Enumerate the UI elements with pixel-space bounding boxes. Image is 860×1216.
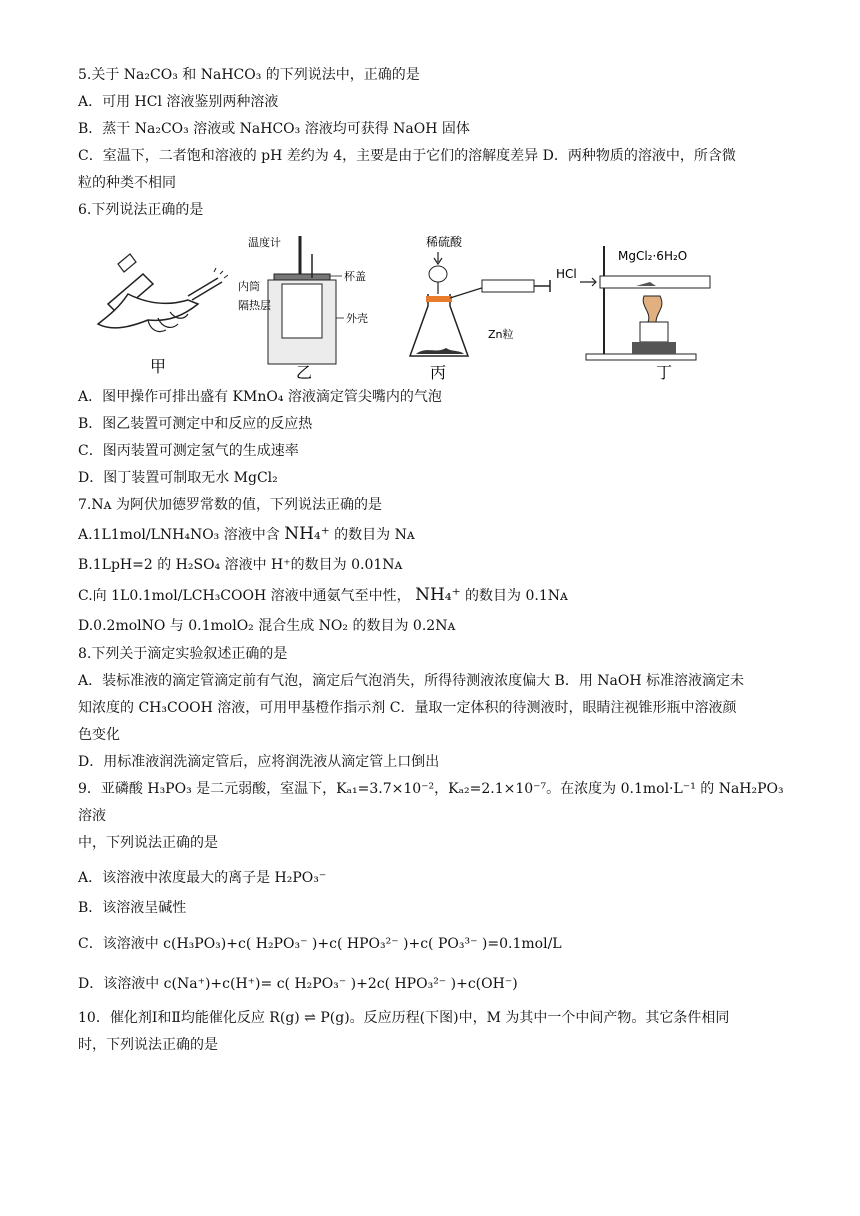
q6-option-d: D．图丁装置可制取无水 MgCl₂ [78,470,278,486]
yi-label-thermometer: 温度计 [248,236,281,249]
q9-stem-line2: 中，下列说法正确的是 [78,835,218,851]
q9-option-d: D．该溶液中 c(Na⁺)+c(H⁺)= c( H₂PO₃⁻ )+2c( HPO₃²⁻ )+c(OH⁻) [78,976,518,992]
yi-label-lid: 杯盖 [344,270,366,283]
q6-option-c: C．图丙装置可测定氢气的生成速率 [78,443,299,459]
q8-line3: 色变化 [78,727,120,743]
bing-label-dilute-acid: 稀硫酸 [426,235,463,249]
q6-figures [78,234,790,380]
q7-option-d: D.0.2molNO 与 0.1molO₂ 混合生成 NO₂ 的数目为 0.2Nᴀ [78,618,456,634]
figure-bing-caption: 丙 [430,363,447,380]
figure-jia-burette-hand [88,234,228,380]
q8-line1: A．装标准液的滴定管滴定前有气泡，滴定后气泡消失，所得待测液浓度偏大 B．用 NaOH 标准溶液滴定未 [78,673,745,689]
q5-option-c-line1: C．室温下，二者饱和溶液的 pH 差约为 4，主要是由于它们的溶解度差异 D．两种物质的溶液中，所含微 [78,148,736,164]
ding-label-hcl: HCl [556,267,577,281]
figure-jia-caption: 甲 [150,357,167,376]
q7-c-text: C.向 1L0.1mol/LCH₃COOH 溶液中通氨气至中性， [78,588,411,604]
q8-line2: 知浓度的 CH₃COOH 溶液，可用甲基橙作指示剂 C．量取一定体积的待测液时，眼睛注视锥形瓶中溶液颜 [78,700,737,716]
q9-stem-line1: 9．亚磷酸 H₃PO₃ 是二元弱酸，室温下，Kₐ₁=3.7×10⁻²，Kₐ₂=2.1×10⁻⁷。在浓度为 0.1mol·L⁻¹ 的 NaH₂PO₃ 溶液 [78,781,784,824]
q8-option-d: D．用标准液润洗滴定管后，应将润洗液从滴定管上口倒出 [78,754,440,770]
q5-option-b: B．蒸干 Na₂CO₃ 溶液或 NaHCO₃ 溶液均可获得 NaOH 固体 [78,121,470,137]
q7-option-b: B.1LpH=2 的 H₂SO₄ 溶液中 H⁺的数目为 0.01Nᴀ [78,557,403,573]
q8-stem: 8.下列关于滴定实验叙述正确的是 [78,646,288,662]
q5-option-c-line2: 粒的种类不相同 [78,175,176,191]
ammonium-formula: NH₄⁺ [415,585,461,605]
q9-option-a: A．该溶液中浓度最大的离子是 H₂PO₃⁻ [78,870,327,886]
q7-c-tail: 的数目为 0.1Nᴀ [465,588,568,604]
yi-label-shell: 外壳 [346,312,368,325]
figure-ding-caption: 丁 [656,363,673,380]
ammonium-formula: NH₄⁺ [284,524,330,544]
q9-option-b: B．该溶液呈碱性 [78,900,187,916]
q6-option-a: A．图甲操作可排出盛有 KMnO₄ 溶液滴定管尖嘴内的气泡 [78,389,442,405]
q7-a-text: A.1L1mol/LNH₄NO₃ 溶液中含 [78,527,280,543]
figure-yi-calorimeter [238,234,388,380]
ding-label-mgcl2: MgCl₂·6H₂O [618,249,688,263]
q6-stem: 6.下列说法正确的是 [78,202,204,218]
q7-a-tail: 的数目为 Nᴀ [334,527,415,543]
q5-stem: 5.关于 Na₂CO₃ 和 NaHCO₃ 的下列说法中，正确的是 [78,67,420,83]
figure-bing-gas-syringe [398,234,558,380]
q9-option-c: C．该溶液中 c(H₃PO₃)+c( H₂PO₃⁻ )+c( HPO₃²⁻ )+c( PO₃³⁻ )=0.1mol/L [78,936,562,952]
yi-label-insulation: 隔热层 [238,299,271,312]
q7-option-c [78,580,790,611]
q10-stem-line1: 10．催化剂Ⅰ和Ⅱ均能催化反应 R(g) ⇌ P(g)。反应历程(下图)中，M 为其中一个中间产物。其它条件相同 [78,1010,730,1026]
figure-yi-caption: 乙 [296,363,313,380]
exam-page [78,62,790,1059]
q7-option-a [78,519,790,550]
q10-stem-line2: 时，下列说法正确的是 [78,1037,218,1053]
q5-option-a: A．可用 HCl 溶液鉴别两种溶液 [78,94,279,110]
q7-stem: 7.Nᴀ 为阿伏加德罗常数的值，下列说法正确的是 [78,497,382,513]
q6-option-b: B．图乙装置可测定中和反应的反应热 [78,416,313,432]
figure-ding-hcl-heating [556,234,726,380]
bing-label-zinc: Zn粒 [488,328,514,341]
yi-label-inner-cup: 内筒 [238,280,260,293]
